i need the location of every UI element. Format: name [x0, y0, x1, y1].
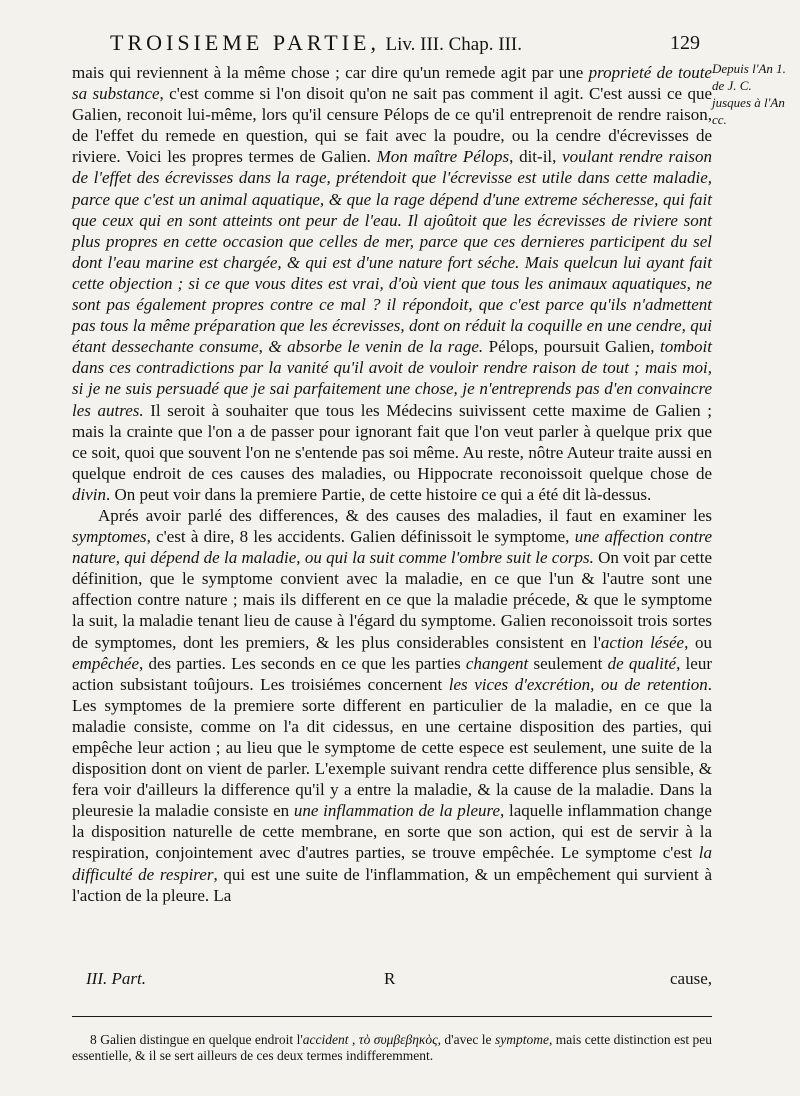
running-header [110, 30, 700, 58]
footnote-italic-run: accident [302, 1032, 349, 1047]
paragraph-italic-run: de qualité [607, 653, 677, 673]
paragraph-text-run: , laquelle inflammation change la disposition naturelle de cette membrane, en sorte que son action, qui est de servir à la respiration, conjointement avec d'autres parties, se trouve empêchée. Le symptome c'est [72, 801, 712, 863]
signature-mark: R [384, 969, 396, 988]
footnote-text-run: , mais cette distinction est peu essentielle, & il se sert ailleurs de ces deux termes indifferemment. [72, 1032, 713, 1063]
page-number: 129 [670, 32, 700, 54]
paragraph-text-run: Il seroit à souhaiter que tous les Médecins suivissent cette maxime de Galien ; mais la crainte que l'on a de passer pour ignorant fait que l'on veut parler à quelque prix que ce soit, quoi que souvent l'on ne s'entende pas soi même. Au reste, nôtre Auteur traite aussi en quelque endroit de ces causes des maladies, ou Hippocrate reconoissoit quelque chose de [72, 400, 713, 483]
paragraph-text-run: On voit par cette définition, que le symptome convient avec la maladie, en ce que l'un & l'autre sont une affection contre nature ; mais ils different en ce que la maladie précede, & que le symptome la suit, la maladie tenant lieu de cause à l'égard du symptome. Galien reconoissoit trois sortes de symptomes, dont les premiers, & les plus considerables consistent en l' [72, 548, 712, 652]
paragraph-text-run: , des parties. Les seconds en ce que les parties [139, 653, 466, 673]
paragraph-italic-run: une inflammation de la pleure [293, 801, 501, 821]
paragraph-italic-run: la difficulté de respirer [72, 843, 712, 884]
paragraph-text-run: , ou [684, 632, 712, 652]
paragraph-italic-run: une affection contre nature, qui dépend de la maladie, ou qui la suit comme l'ombre suit le corps. [72, 527, 713, 568]
paragraph-text-run: seulement [528, 653, 608, 673]
paragraph-italic-run: empêchée [72, 653, 140, 673]
paragraph-text-run: , leur action subsistant toûjours. Les troisiémes concernent [72, 653, 712, 694]
paragraph-text-run: , c'est à dire, 8 les accidents. Galien définissoit le symptome, [146, 527, 575, 547]
paragraph-italic-run: proprieté de toute sa substance [72, 63, 712, 104]
paragraph-italic-run: changent [465, 653, 529, 673]
paragraph-text-run: , c'est comme si l'on disoit qu'on ne sait pas comment il agit. C'est aussi ce que Galien, reconoit lui-même, lors qu'il censure Pélops de ce qu'il entreprenoit de rendre raison, de l'effet du remede en question, qui se fait avec la poudre, ou la cendre d'écrevisses de riviere. Voici les propres termes de Galien. [72, 84, 712, 167]
paragraph-text-run: Aprés avoir parlé des differences, & des causes des maladies, il faut en examiner les [98, 505, 712, 525]
paragraph-symptomes [72, 505, 712, 906]
paragraph-italic-run: les vices d'excrétion, ou de retention [448, 674, 708, 694]
paragraph-text-run: , dit-il, [509, 147, 563, 167]
paragraph-text-run: , qui est une suite de l'inflammation, & un empêchement qui survient à l'action de la pleure. La [72, 864, 712, 905]
footnote [72, 1032, 712, 1064]
running-title: TROISIEME PARTIE, [110, 30, 380, 55]
paragraph-text-run: Pélops, poursuit Galien, [483, 337, 661, 357]
footnote-text-run: , [348, 1032, 359, 1047]
catchword: cause, [669, 969, 712, 988]
paragraph-text-run: . Les symptomes de la premiere sorte different en particulier de la maladie, en ce que la maladie consiste, comme on l'a dit cidessus, en une certaine disposition des parties, qui empêche leur action ; au lieu que le symptome de cette espece est seulement, une suite de la disposition dont on vient de parler. L'exemple suivant rendra cette difference plus sensible, & fera voir d'ailleurs la difference qu'il y a entre la maladie, & la cause de la maladie. Dans la pleuresie la maladie consiste en [72, 674, 712, 821]
signature-part: III. Part. [86, 969, 146, 988]
paragraph-text-run: . On peut voir dans la premiere Partie, de cette histoire ce qui a été dit là-dessus. [106, 484, 652, 504]
paragraph-italic-run: Mon maître Pélops [376, 147, 510, 167]
paragraph-italic-run: divin [72, 484, 106, 504]
main-text [72, 62, 712, 906]
footnote-text-run: 8 Galien distingue en quelque endroit l' [90, 1032, 303, 1047]
footnote-rule [72, 1016, 712, 1017]
paragraph-text-run: mais qui reviennent à la même chose ; car dire qu'un remede agit par une [72, 63, 589, 82]
margin-note: Depuis l'An 1. de J. C. jusques à l'An cc. [712, 61, 786, 127]
chapter-reference: Liv. III. Chap. III. [385, 34, 522, 55]
paragraph-italic-run: tomboit dans ces contradictions par la vanité qu'il avoit de vouloir rendre raison de tout ; mais moi, si je ne suis persuadé que je sai parfaitement une chose, je n'entreprends pas d'en convaincre les autres. [72, 337, 712, 420]
footnote-text-run: , d'avec le [437, 1032, 495, 1047]
paragraph-galien-pelops [72, 62, 712, 505]
footnote-italic-run: τὸ συμβεβηκὸς [358, 1032, 438, 1047]
footnote-text [72, 1032, 712, 1064]
footnote-italic-run: symptome [494, 1032, 549, 1047]
paragraph-italic-run: voulant rendre raison de l'effet des écrevisses dans la rage, prétendoit que l'écrevisse est utile dans cette maladie, parce que c'est un animal aquatique, & que la rage dépend d'une extreme sécheresse, qui fait que ceux qui en sont atteints ont peur de l'eau. Il ajoûtoit que les écrevisses de riviere sont plus propres en cette occasion que celles de mer, parce que ces dernieres participent du sel dont l'eau marine est chargée, & qui est d'une nature fort séche. Mais quelcun lui ayant fait cette objection ; si ce que vous dites est vrai, d'où vient que tous les animaux aquatiques, ne sont pas également propres contre ce mal ? il répondoit, que c'est parce qu'ils n'admettent pas tous la même préparation que les écrevisses, dont on réduit la coquille en une cendre, qui étant dessechante consume, & absorbe le venin de la rage. [72, 147, 712, 357]
paragraph-italic-run: action lésée [600, 632, 685, 652]
paragraph-italic-run: symptomes [72, 527, 147, 547]
